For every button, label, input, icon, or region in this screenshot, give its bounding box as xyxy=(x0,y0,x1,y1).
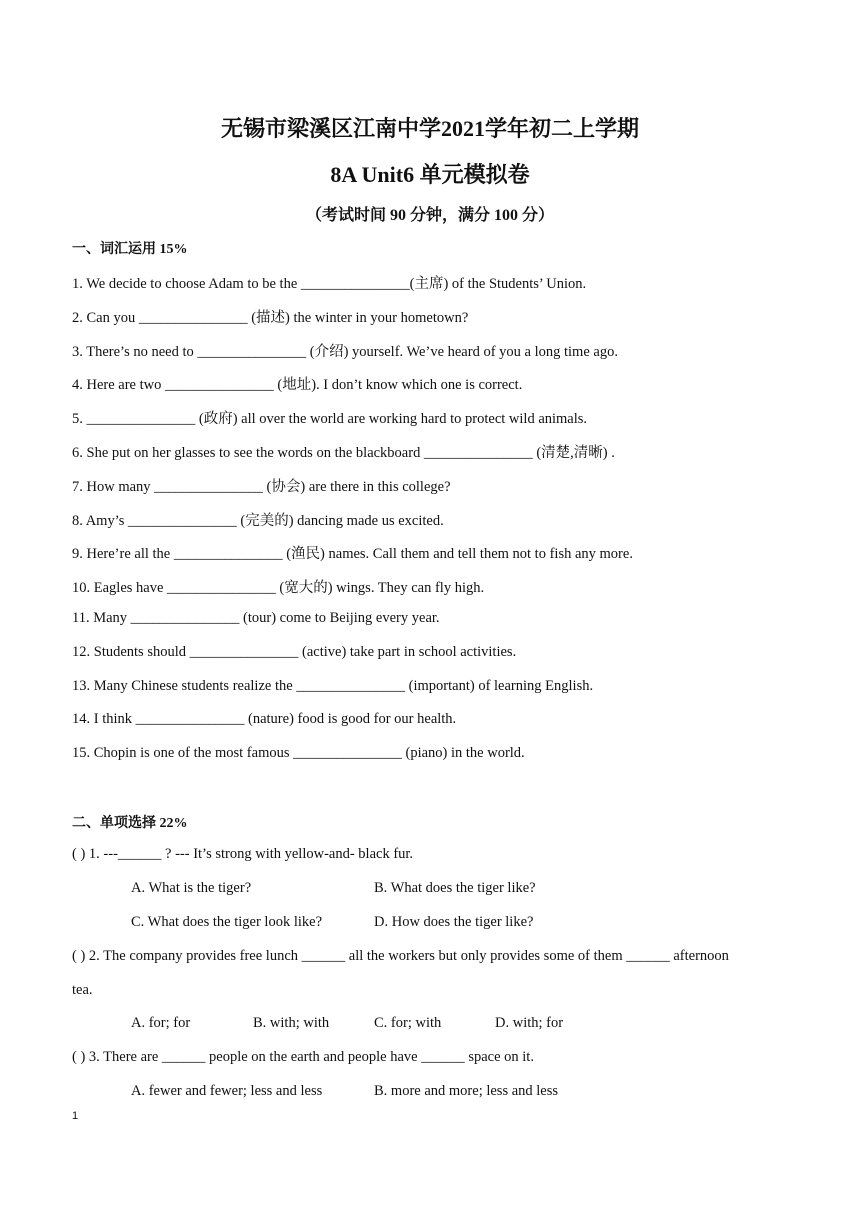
question-1-option-b: B. What does the tiger like? xyxy=(374,880,536,896)
vocabulary-item: 3. There’s no need to _______________ (介绍) yourself. We’ve heard of you a long time ago. xyxy=(72,343,618,360)
question-2-option-a: A. for; for xyxy=(131,1015,191,1031)
vocabulary-item: 7. How many _______________ (协会) are there in this college? xyxy=(72,478,451,495)
page-subtitle-unit: 8A Unit6 单元模拟卷 xyxy=(330,162,530,187)
question-1-option-c: C. What does the tiger look like? xyxy=(131,914,323,930)
question-2-stem-continued: tea. xyxy=(72,982,93,998)
page-title: 无锡市梁溪区江南中学2021学年初二上学期 xyxy=(220,116,639,141)
vocabulary-item: 10. Eagles have _______________ (宽大的) wings. They can fly high. xyxy=(72,580,485,597)
vocabulary-item: 13. Many Chinese students realize the _______________ (important) of learning English. xyxy=(72,677,594,694)
page-number: 1 xyxy=(72,1110,79,1122)
vocabulary-item: 14. I think _______________ (nature) food is good for our health. xyxy=(72,711,457,728)
vocabulary-item: 4. Here are two _______________ (地址). I don’t know which one is correct. xyxy=(72,377,523,394)
question-3-stem: ( ) 3. There are ______ people on the earth and people have ______ space on it. xyxy=(72,1049,534,1065)
vocabulary-item: 6. She put on her glasses to see the words on the blackboard _______________ (清楚,清晰) . xyxy=(72,445,615,461)
section-heading-vocabulary: 一、词汇运用 15% xyxy=(72,242,188,257)
question-1-stem: ( ) 1. ---______ ? --- It’s strong with yellow-and- black fur. xyxy=(72,846,414,862)
question-3-option-b: B. more and more; less and less xyxy=(374,1083,559,1099)
question-1-option-a: A. What is the tiger? xyxy=(131,880,252,896)
vocabulary-item: 12. Students should _______________ (active) take part in school activities. xyxy=(72,643,517,660)
vocabulary-item: 9. Here’re all the _______________ (渔民) names. Call them and tell them not to fish any more. xyxy=(72,546,633,563)
section-heading-multiple-choice: 二、单项选择 22% xyxy=(72,816,188,831)
question-1-option-d: D. How does the tiger like? xyxy=(374,914,534,930)
question-2-option-c: C. for; with xyxy=(374,1015,442,1031)
vocabulary-item: 2. Can you _______________ (描述) the winter in your hometown? xyxy=(72,309,469,326)
vocabulary-item: 1. We decide to choose Adam to be the _______________(主席) of the Students’ Union. xyxy=(72,276,587,292)
vocabulary-item: 15. Chopin is one of the most famous _______________ (piano) in the world. xyxy=(72,745,525,762)
question-2-option-d: D. with; for xyxy=(495,1015,564,1031)
vocabulary-item: 5. _______________ (政府) all over the world are working hard to protect wild animals. xyxy=(72,411,588,428)
question-2-option-b: B. with; with xyxy=(253,1015,330,1031)
vocabulary-item: 11. Many _______________ (tour) come to Beijing every year. xyxy=(72,610,440,626)
exam-info: （考试时间 90 分钟，满分 100 分） xyxy=(305,207,554,224)
vocabulary-item: 8. Amy’s _______________ (完美的) dancing made us excited. xyxy=(72,512,444,529)
question-3-option-a: A. fewer and fewer; less and less xyxy=(131,1083,323,1099)
question-2-stem: ( ) 2. The company provides free lunch ______ all the workers but only provides some of them ______ afternoon xyxy=(72,948,729,964)
